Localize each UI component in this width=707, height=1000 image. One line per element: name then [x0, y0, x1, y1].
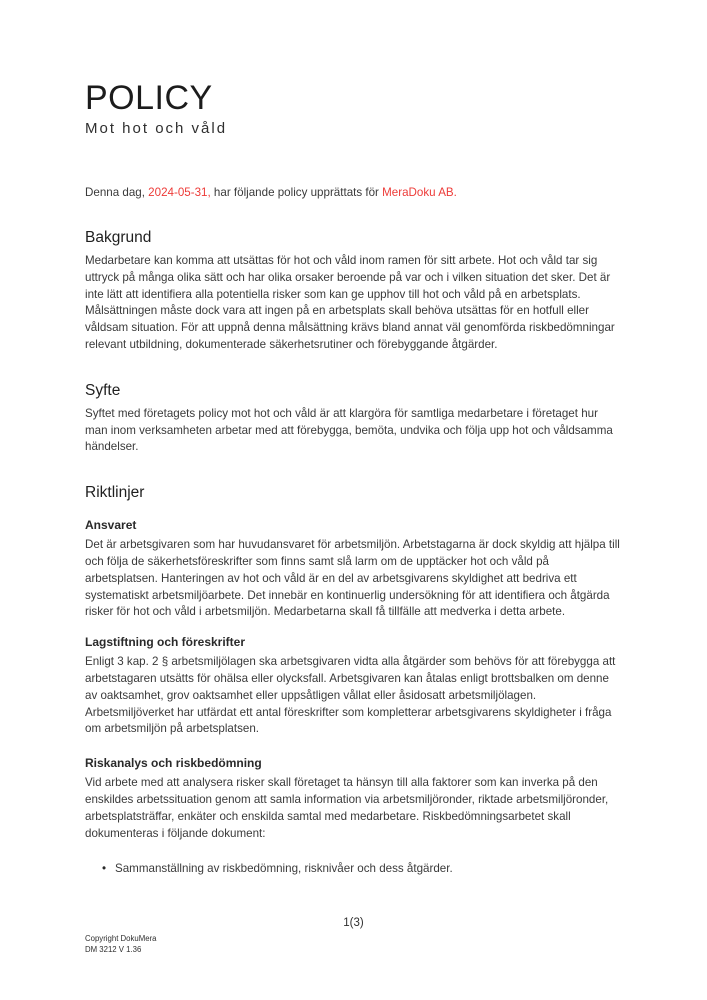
- list-item: [85, 861, 623, 878]
- section-heading-syfte: Syfte: [85, 381, 121, 399]
- sub-heading-lagstiftning: Lagstiftning och föreskrifter: [85, 635, 246, 650]
- bullet-icon: •: [102, 862, 107, 876]
- paragraph-riskanalys: Vid arbete med att analysera risker skall företaget ta hänsyn till alla faktorer som kan inverka på den enskildes arbetssituation genom att samla information via arbetsmiljöronder, riktade arbetsmiljöronder, arbetsplatsträffar, enkäter och enskilda samtal med medarbetare. Riskbedömningsarbetet skall dokumenteras i följande dokument:: [85, 776, 609, 840]
- section-heading-riktlinjer: Riktlinjer: [85, 484, 145, 502]
- document-content: [85, 0, 623, 878]
- intro-company: MeraDoku AB.: [382, 186, 457, 199]
- intro-line: [85, 184, 623, 201]
- list-item-text: Sammanställning av riskbedömning, risknivåer och dess åtgärder.: [115, 862, 453, 876]
- paragraph-lagstiftning: Enligt 3 kap. 2 § arbetsmiljölagen ska arbetsgivaren vidta alla åtgärder som behövs för att förebygga att arbetstagaren utsätts för ohälsa eller olycksfall. Arbetsgivaren kan åtalas enligt brottsbalken om denne av oaktsamhet, grov oaktsamhet eller uppsåtligen vållat eller åsidosatt arbetsmiljölagen. Arbetsmiljöverket har utfärdat ett antal föreskrifter som kompletterar arbetsgivarens skyldigheter i fråga om arbetsmiljön på arbetsplatsen.: [85, 655, 616, 736]
- paragraph-bakgrund: Medarbetare kan komma att utsättas för hot och våld inom ramen för sitt arbete. Hot och våld tar sig uttryck på många olika sätt och har olika orsaker beroende på var och i vilken situation det sker. Det är inte lätt att identifiera alla potentiella risker som kan ge upphov till hot och våld på en arbetsplats. Målsättningen måste dock vara att ingen på en arbetsplats skall behöva utsättas för en hotfull eller våldsam situation. För att uppnå denna målsättning krävs bland annat väl genomförda riskbedömningar relevant utbildning, dokumenterade säkerhetsrutiner och förebyggande åtgärder.: [85, 254, 615, 351]
- intro-date: 2024-05-31,: [148, 186, 211, 199]
- paragraph-ansvaret: Det är arbetsgivaren som har huvudansvaret för arbetsmiljön. Arbetstagarna är dock skyldig att hjälpa till och följa de säkerhetsföreskrifter som finns samt slå larm om de upptäcker hot och våld på arbetsplatsen. Hanteringen av hot och våld är en del av arbetsgivarens skyldighet att bedriva ett systematiskt arbetsmiljöarbete. Det innebär en kontinuerlig undersökning för att identifiera och åtgärda risker för hot och våld i arbetsmiljön. Medarbetarna skall få tillfälle att medverka i detta arbete.: [85, 538, 620, 619]
- copyright-block: [85, 934, 157, 955]
- document-title: POLICY: [85, 79, 213, 117]
- copyright-line-2: DM 3212 V 1.36: [85, 944, 142, 954]
- document-subtitle: Mot hot och våld: [85, 120, 228, 137]
- sub-heading-riskanalys: Riskanalys och riskbedömning: [85, 756, 262, 771]
- bullet-list: [85, 861, 623, 878]
- page-number: 1(3): [343, 917, 364, 929]
- intro-prefix: Denna dag,: [85, 186, 149, 199]
- copyright-line-1: Copyright DokuMera: [85, 934, 157, 943]
- sub-heading-ansvaret: Ansvaret: [85, 518, 137, 533]
- paragraph-syfte: Syftet med företagets policy mot hot och våld är att klargöra för samtliga medarbetare i företaget hur man inom verksamheten arbetar med att förebygga, bemöta, undvika och följa upp hot och våldsamma händelser.: [85, 406, 613, 454]
- intro-middle: har följande policy upprättats för: [210, 186, 383, 199]
- section-heading-bakgrund: Bakgrund: [85, 229, 152, 246]
